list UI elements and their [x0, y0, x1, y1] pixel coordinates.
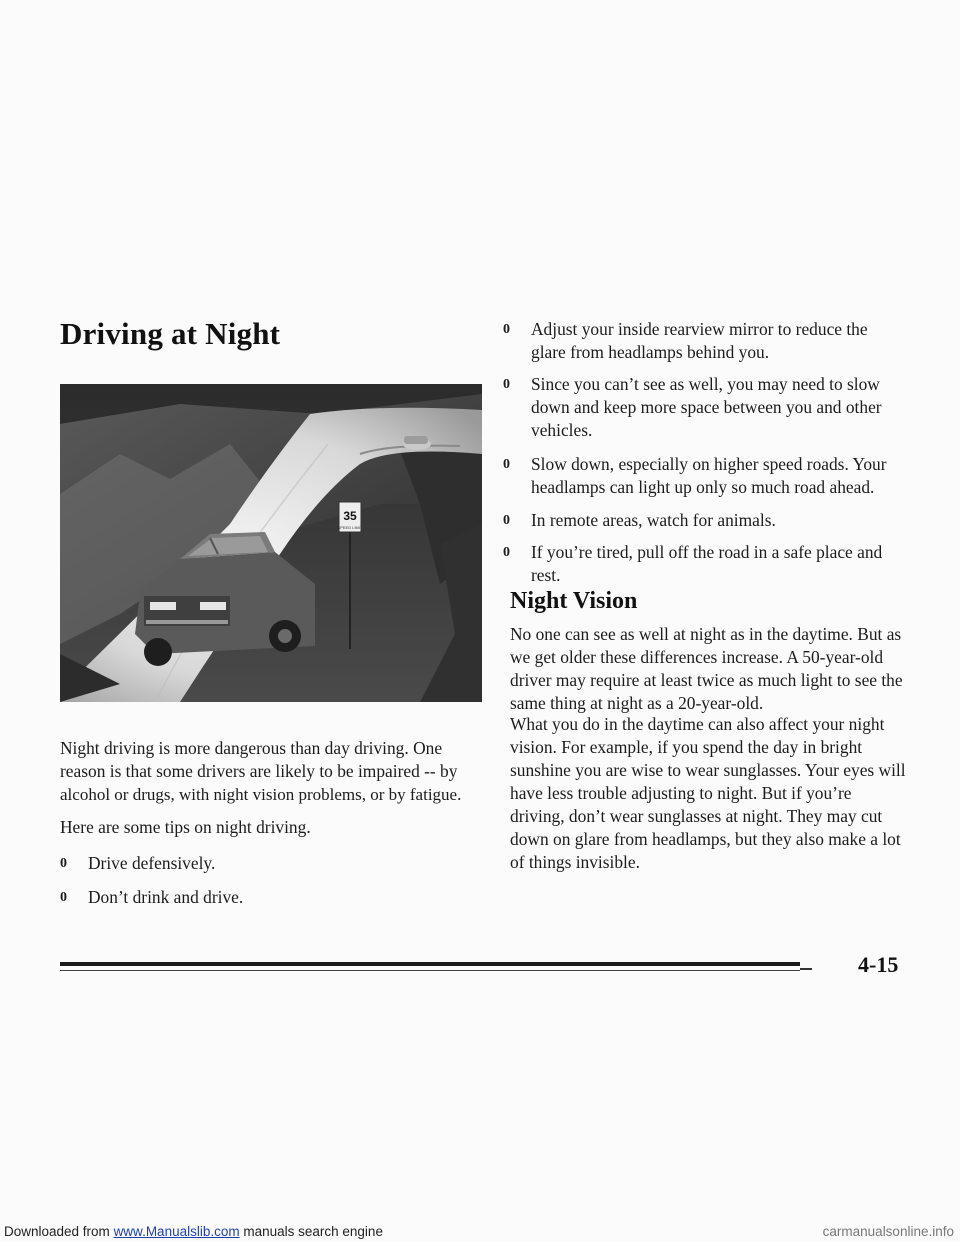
speed-sign-caption: SPEED LIMIT [337, 525, 363, 530]
bullet-text: Don’t drink and drive. [88, 887, 244, 907]
bullet-text: Drive defensively. [88, 853, 216, 873]
bullet-text [531, 318, 868, 364]
tips-lead: Here are some tips on night driving. [60, 817, 311, 837]
footer-rule [60, 962, 800, 966]
speed-sign-value: 35 [343, 509, 357, 523]
footer-source [4, 1222, 383, 1242]
footer-suffix: manuals search engine [239, 1224, 383, 1239]
bullet-text [531, 541, 882, 587]
intro-line: Night driving is more dangerous than day driving. One [60, 738, 443, 758]
bullet-line: Adjust your inside rearview mirror to reduce the [531, 319, 868, 339]
list-item [503, 509, 923, 533]
bullet-text [531, 373, 882, 442]
night-driving-illustration [60, 384, 482, 702]
bullet-glyph: 0 [503, 513, 510, 528]
footer-prefix: Downloaded from [4, 1224, 114, 1239]
paragraph-line: No one can see as well at night as in the daytime. But as [510, 624, 902, 644]
bullet-glyph: 0 [60, 856, 67, 871]
bullet-text: In remote areas, watch for animals. [531, 510, 776, 530]
list-item [503, 541, 923, 589]
paragraph-line: What you do in the daytime can also affect your night [510, 714, 885, 734]
bullet-glyph: 0 [60, 890, 67, 905]
night-vision-heading: Night Vision [510, 588, 638, 614]
bullet-line: Since you can’t see as well, you may need to slow [531, 374, 880, 394]
footer-rule-thin [60, 970, 800, 971]
page-title: Driving at Night [60, 316, 281, 351]
bullet-glyph: 0 [503, 322, 510, 337]
bullet-text [531, 453, 887, 499]
intro-line: reason is that some drivers are likely to be impaired -- by [60, 761, 458, 781]
page-number: 4-15 [858, 952, 899, 977]
bullet-line: headlamps can light up only so much road ahead. [531, 477, 875, 497]
paragraph-line: driving, don’t wear sunglasses at night. They may cut [510, 806, 883, 826]
paragraph-line: we get older these differences increase. A 50-year-old [510, 647, 884, 667]
paragraph-line: down on glare from headlamps, but they also make a lot [510, 829, 901, 849]
paragraph-line: vision. For example, if you spend the day in bright [510, 737, 863, 757]
bullet-glyph: 0 [503, 545, 510, 560]
night-vision-paragraph-1 [510, 623, 930, 715]
list-item [503, 318, 923, 366]
bullet-line: Slow down, especially on higher speed roads. Your [531, 454, 887, 474]
paragraph-line: driver may require at least twice as much light to see the [510, 670, 903, 690]
paragraph-line: of things invisible. [510, 852, 640, 872]
bullet-line: If you’re tired, pull off the road in a safe place and [531, 542, 883, 562]
paragraph-line: sunshine you are wise to wear sunglasses. Your eyes will [510, 760, 906, 780]
night-vision-paragraph-2 [510, 713, 930, 874]
footer-rule-end [800, 968, 812, 970]
night-road-scene [60, 384, 482, 702]
intro-paragraph [60, 737, 480, 806]
bullet-glyph: 0 [503, 457, 510, 472]
manualslib-link[interactable]: www.Manualslib.com [113, 1224, 240, 1239]
footer-watermark: carmanualsonline.info [822, 1224, 954, 1239]
list-item [60, 886, 480, 910]
bullet-line: glare from headlamps behind you. [531, 342, 770, 362]
intro-line: alcohol or drugs, with night vision problems, or by fatigue. [60, 785, 462, 804]
list-item [60, 852, 480, 876]
list-item [503, 373, 923, 443]
bullet-line: rest. [531, 565, 561, 585]
bullet-glyph: 0 [503, 377, 510, 392]
list-item [503, 453, 923, 501]
download-footer [0, 1222, 960, 1242]
paragraph-line: have less trouble adjusting to night. But if you’re [510, 783, 852, 803]
paragraph-line: same thing at night as a 20-year-old. [510, 693, 764, 713]
bullet-line: vehicles. [531, 420, 593, 440]
bullet-line: down and keep more space between you and other [531, 397, 882, 417]
